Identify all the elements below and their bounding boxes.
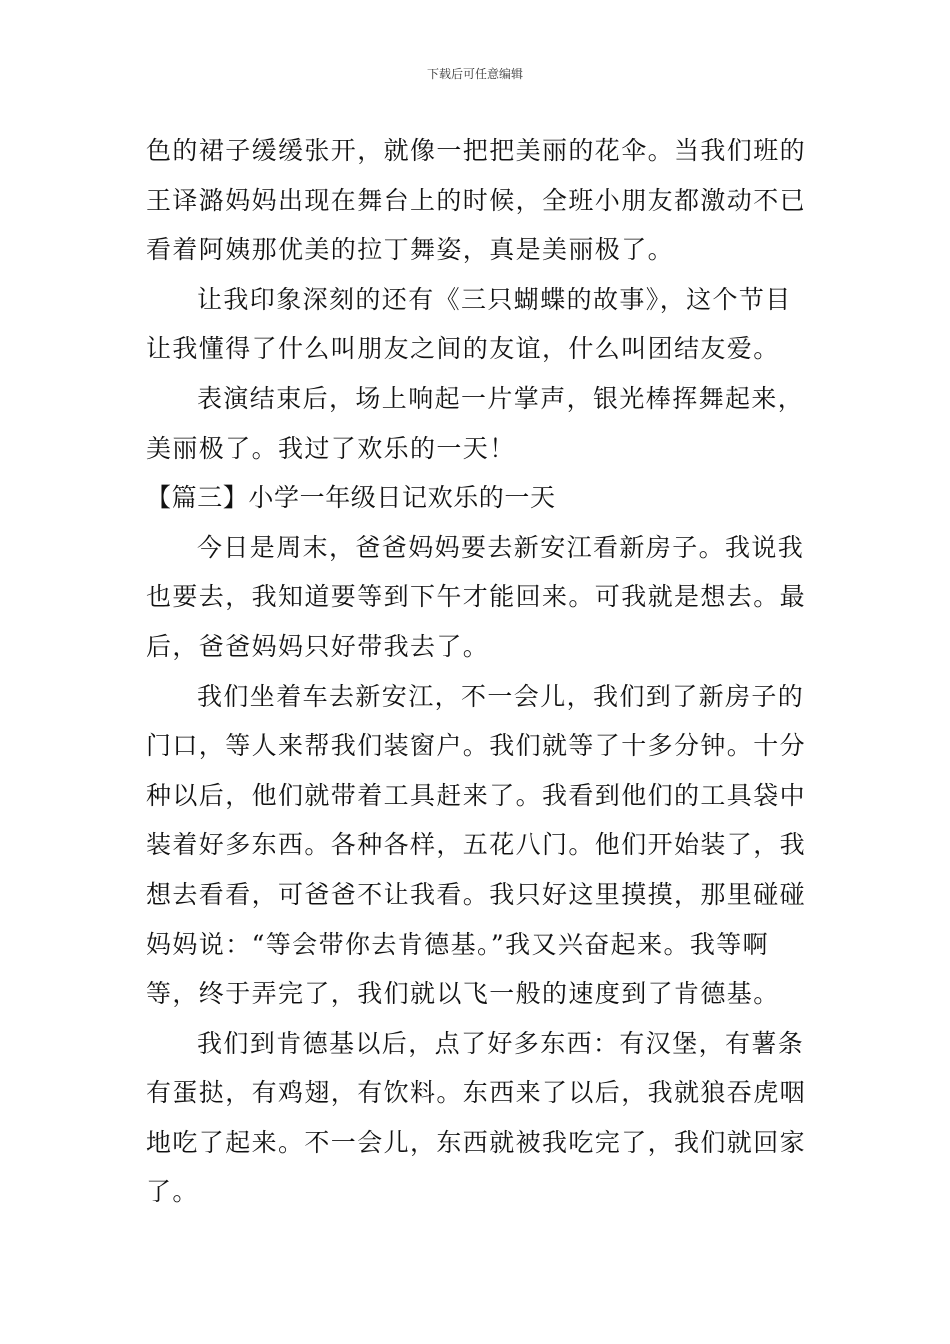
paragraph-first-line: 今日是周末，爸爸妈妈要去新安江看新房子。我说我 <box>197 532 805 562</box>
text-line: 也要去，我知道要等到下午才能回来。可我就是想去。最 <box>146 582 807 612</box>
text-line: 让我懂得了什么叫朋友之间的友谊，什么叫团结友爱。 <box>146 334 780 364</box>
paragraph-first-line: 我们坐着车去新安江，不一会儿，我们到了新房子的 <box>197 681 805 711</box>
text-line: 地吃了起来。不一会儿，东西就被我吃完了，我们就回家 <box>146 1127 807 1157</box>
paragraph-first-line: 让我印象深刻的还有《三只蝴蝶的故事》，这个节目 <box>197 284 792 314</box>
paragraph-first-line: 我们到肯德基以后，点了好多东西：有汉堡，有薯条 <box>197 1028 805 1058</box>
text-line: 种以后，他们就带着工具赶来了。我看到他们的工具袋中 <box>146 780 807 810</box>
paragraph-first-line: 表演结束后，场上响起一片掌声，银光棒挥舞起来， <box>197 383 805 413</box>
text-line: 王译潞妈妈出现在舞台上的时候，全班小朋友都激动不已 <box>146 185 807 215</box>
text-line: 想去看看，可爸爸不让我看。我只好这里摸摸，那里碰碰 <box>146 879 807 909</box>
text-line: 装着好多东西。各种各样，五花八门。他们开始装了，我 <box>146 830 807 860</box>
text-line: 了。 <box>146 1177 199 1207</box>
text-line: 美丽极了。我过了欢乐的一天！ <box>146 433 516 463</box>
text-line: 看着阿姨那优美的拉丁舞姿，真是美丽极了。 <box>146 235 675 265</box>
document-body <box>146 126 810 1217</box>
text-line: 门口，等人来帮我们装窗户。我们就等了十多分钟。十分 <box>146 731 807 761</box>
text-line: 妈妈说：“等会带你去肯德基。”我又兴奋起来。我等啊 <box>146 929 770 959</box>
text-line: 等，终于弄完了，我们就以飞一般的速度到了肯德基。 <box>146 979 780 1009</box>
text-line: 有蛋挞，有鸡翅，有饮料。东西来了以后，我就狼吞虎咽 <box>146 1078 807 1108</box>
text-line: 色的裙子缓缓张开，就像一把把美丽的花伞。当我们班的 <box>146 136 807 165</box>
text-line: 后，爸爸妈妈只好带我去了。 <box>146 631 490 661</box>
page-header-note: 下载后可任意编辑 <box>426 67 523 81</box>
section-heading: 【篇三】小学一年级日记欢乐的一天 <box>146 483 556 513</box>
